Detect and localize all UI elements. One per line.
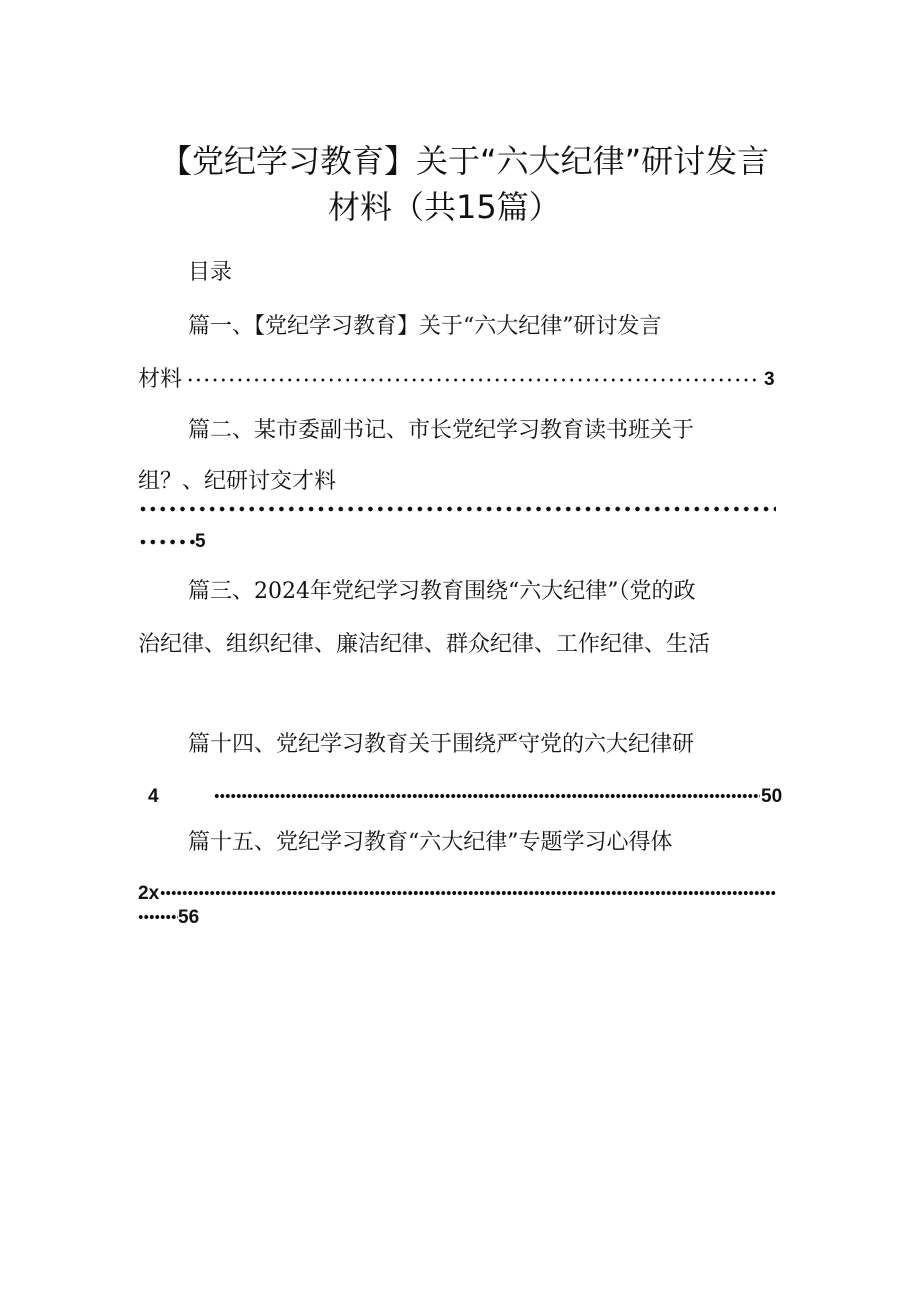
document-title-line-2: 材料（共15篇） [328, 188, 561, 226]
toc-entry-2-page-number[interactable]: 5 [195, 531, 206, 552]
toc-entry-2-line-1[interactable]: 篇二、某市委副书记、市长党纪学习教育读书班关于 [188, 418, 695, 443]
toc-heading: 目录 [188, 260, 233, 285]
toc-entry-3-line-1[interactable]: 篇三、2024年党纪学习教育围绕“六大纪律”（党的政 [188, 579, 696, 604]
toc-entry-15-dot-leader-row-1 [160, 889, 776, 897]
toc-entry-2-line-2[interactable]: 组？、纪研讨交才料 [138, 469, 337, 494]
toc-entry-15-line-1[interactable]: 篇十五、党纪学习教育“六大纪律”专题学习心得体 [188, 830, 673, 855]
toc-entry-1-line-1[interactable]: 篇一、【党纪学习教育】关于“六大纪律”研讨发言 [188, 314, 662, 339]
toc-entry-1-line-2[interactable]: 材料 [138, 367, 183, 392]
toc-entry-14-dot-leader [214, 792, 760, 800]
toc-entry-1-page-number[interactable]: 3 [764, 369, 775, 390]
toc-entry-3-line-2[interactable]: 治纪律、组织纪律、廉洁纪律、群众纪律、工作纪律、生活 [138, 632, 711, 657]
toc-entry-14-line-2[interactable]: 4 [148, 786, 159, 807]
toc-entry-2-dot-leader-row-2 [138, 538, 195, 546]
toc-entry-15-page-number[interactable]: 56 [178, 907, 200, 928]
toc-entry-2-dot-leader-row-1 [138, 505, 776, 513]
document-title-line-1: 【党纪学习教育】关于“六大纪律”研讨发言 [160, 142, 770, 180]
toc-entry-15-line-2[interactable]: 2x [138, 883, 160, 904]
toc-entry-15-dot-leader-row-2 [138, 913, 178, 921]
toc-entry-14-line-1[interactable]: 篇十四、党纪学习教育关于围绕严守党的六大纪律研 [188, 732, 695, 757]
toc-entry-14-page-number[interactable]: 50 [761, 786, 783, 807]
toc-entry-1-dot-leader [186, 376, 756, 384]
